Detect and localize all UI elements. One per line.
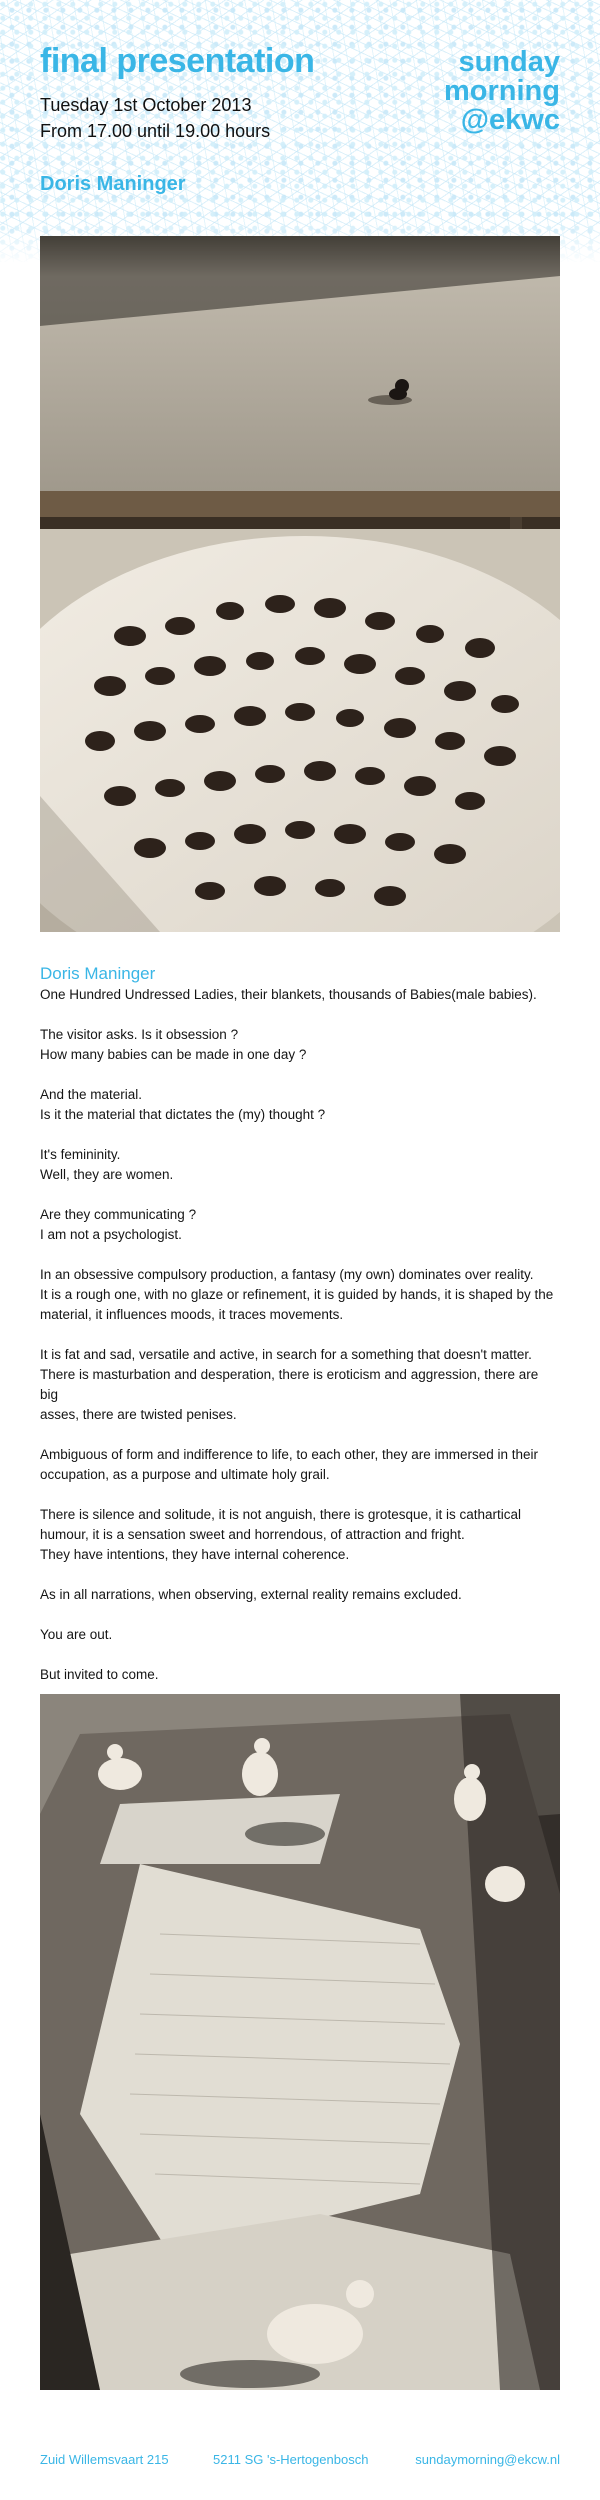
ladies-photo-illustration <box>40 1694 560 2390</box>
brand-line-ekwc: @ekwc <box>460 104 560 136</box>
statement-paragraph-4: It's femininity. Well, they are women. <box>40 1147 174 1182</box>
event-time: From 17.00 until 19.00 hours <box>40 121 271 141</box>
artist-statement <box>40 963 560 1705</box>
artist-name-heading: Doris Maninger <box>40 173 186 195</box>
statement-paragraph-5: Are they communicating ? I am not a psychologist. <box>40 1207 197 1242</box>
brand-line-morning: morning <box>444 75 560 107</box>
statement-paragraph-2: The visitor asks. Is it obsession ? How many babies can be made in one day ? <box>40 1027 307 1062</box>
event-date: Tuesday 1st October 2013 <box>40 95 252 115</box>
artwork-photo-ladies <box>40 1694 560 2390</box>
header-banner <box>0 0 600 262</box>
statement-paragraph-3: And the material. Is it the material that dictates the (my) thought ? <box>40 1087 326 1122</box>
statement-paragraph-9: There is silence and solitude, it is not anguish, there is grotesque, it is cathartical humour, it is a sensation sweet and horrendous, of attraction and fright. They have intentions, they have internal coherence. <box>40 1507 522 1562</box>
footer <box>40 2452 560 2472</box>
brand-line-sunday: sunday <box>458 46 560 78</box>
statement-paragraph-10: As in all narrations, when observing, external reality remains excluded. <box>40 1587 462 1602</box>
artwork-photo-babies <box>40 236 560 932</box>
statement-paragraph-1: One Hundred Undressed Ladies, their blankets, thousands of Babies(male babies). <box>40 987 537 1002</box>
statement-paragraph-8: Ambiguous of form and indifference to life, to each other, they are immersed in their occupation, as a purpose and ultimate holy grail. <box>40 1447 539 1482</box>
footer-postcode: 5211 SG 's-Hertogenbosch <box>213 2452 369 2467</box>
page-title: final presentation <box>40 42 315 80</box>
statement-author: Doris Maninger <box>40 964 156 983</box>
brand-logo[interactable] <box>400 48 560 135</box>
footer-email-link[interactable]: sundaymorning@ekcw.nl <box>415 2452 560 2467</box>
statement-paragraph-7: It is fat and sad, versatile and active, in search for a something that doesn't matter. There is masturbation and desperation, there is eroticism and aggression, there are big asses, there are twisted penises. <box>40 1347 539 1422</box>
statement-paragraph-12: But invited to come. <box>40 1667 159 1682</box>
statement-paragraph-11: You are out. <box>40 1627 113 1642</box>
footer-address: Zuid Willemsvaart 215 <box>40 2452 169 2467</box>
babies-photo-illustration <box>40 236 560 932</box>
statement-paragraph-6: In an obsessive compulsory production, a fantasy (my own) dominates over reality. It is a rough one, with no glaze or refinement, it is guided by hands, it is shaped by the material, it influences moods, it traces movements. <box>40 1267 554 1322</box>
